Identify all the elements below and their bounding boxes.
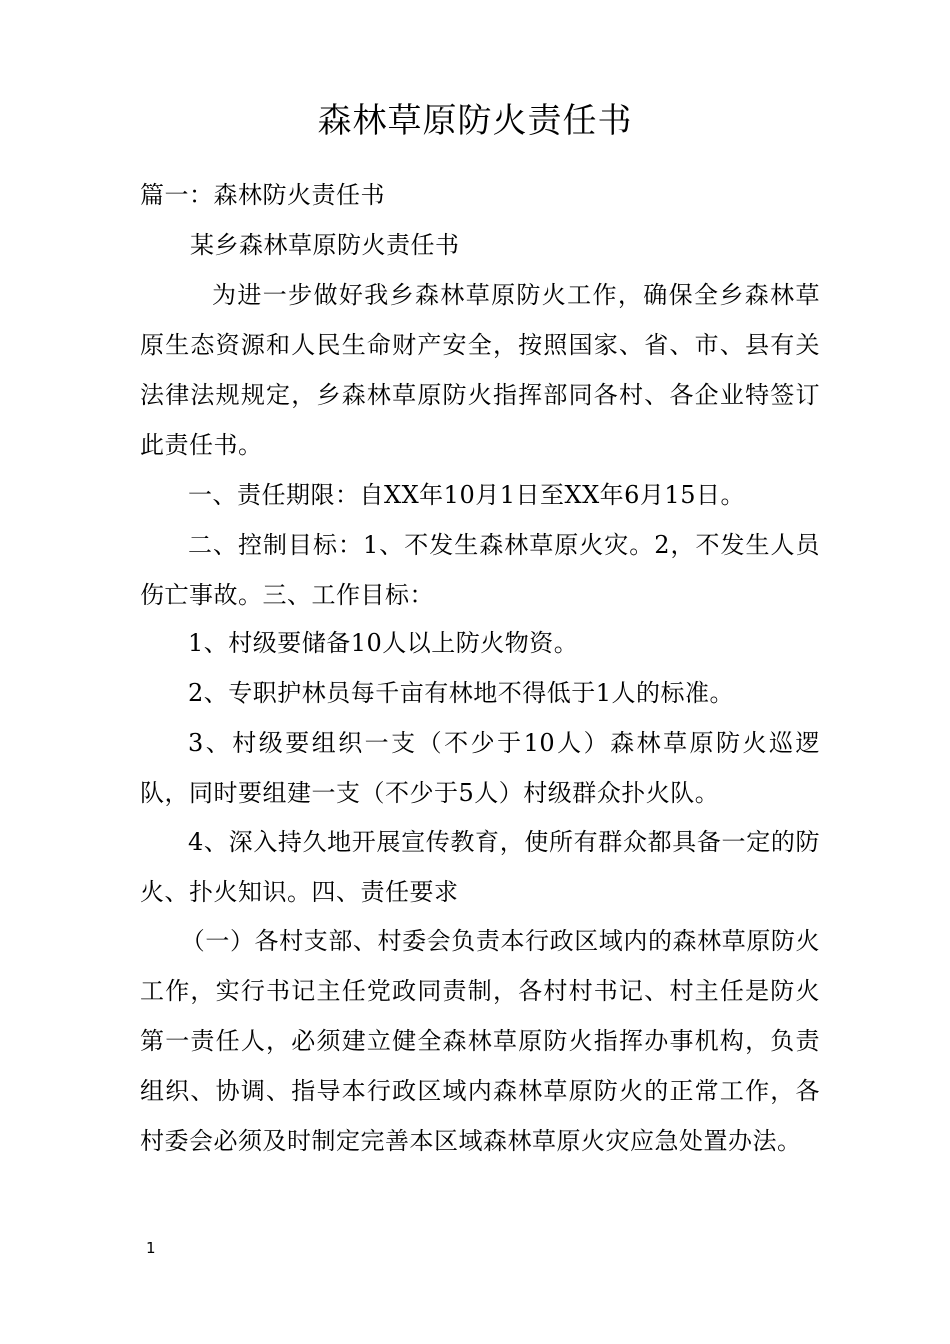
section-heading: 篇一：森林防火责任书	[140, 181, 385, 209]
paragraph-responsibility-period: 一、责任期限：自XX年10月1日至XX年6月15日。	[188, 481, 745, 509]
paragraph-work-target-1: 1、村级要储备10人以上防火物资。	[188, 629, 579, 657]
paragraph-control-targets: 二、控制目标：1、不发生森林草原火灾。2，不发生人员伤亡事故。三、工作目标：	[140, 531, 820, 609]
page-number: 1	[146, 1239, 156, 1257]
paragraph-work-target-3: 3、村级要组织一支（不少于10人）森林草原防火巡逻队，同时要组建一支（不少于5人）村级群众扑火队。	[140, 729, 820, 807]
paragraph-work-target-4: 4、深入持久地开展宣传教育，使所有群众都具备一定的防火、扑火知识。四、责任要求	[140, 828, 820, 906]
paragraph-work-target-2: 2、专职护林员每千亩有林地不得低于1人的标准。	[188, 679, 735, 707]
document-title: 森林草原防火责任书	[317, 101, 633, 141]
document-subtitle: 某乡森林草原防火责任书	[190, 231, 460, 259]
paragraph-requirement-1: （一）各村支部、村委会负责本行政区域内的森林草原防火工作，实行书记主任党政同责制，各村村书记、村主任是防火第一责任人，必须建立健全森林草原防火指挥办事机构，负责组织、协调、指导本行政区域内森林草原防火的正常工作，各村委会必须及时制定完善本区域森林草原火灾应急处置办法。	[140, 927, 820, 1155]
paragraph-intro: 为进一步做好我乡森林草原防火工作，确保全乡森林草原生态资源和人民生命财产安全，按照国家、省、市、县有关法律法规规定，乡森林草原防火指挥部同各村、各企业特签订此责任书。	[140, 281, 820, 459]
